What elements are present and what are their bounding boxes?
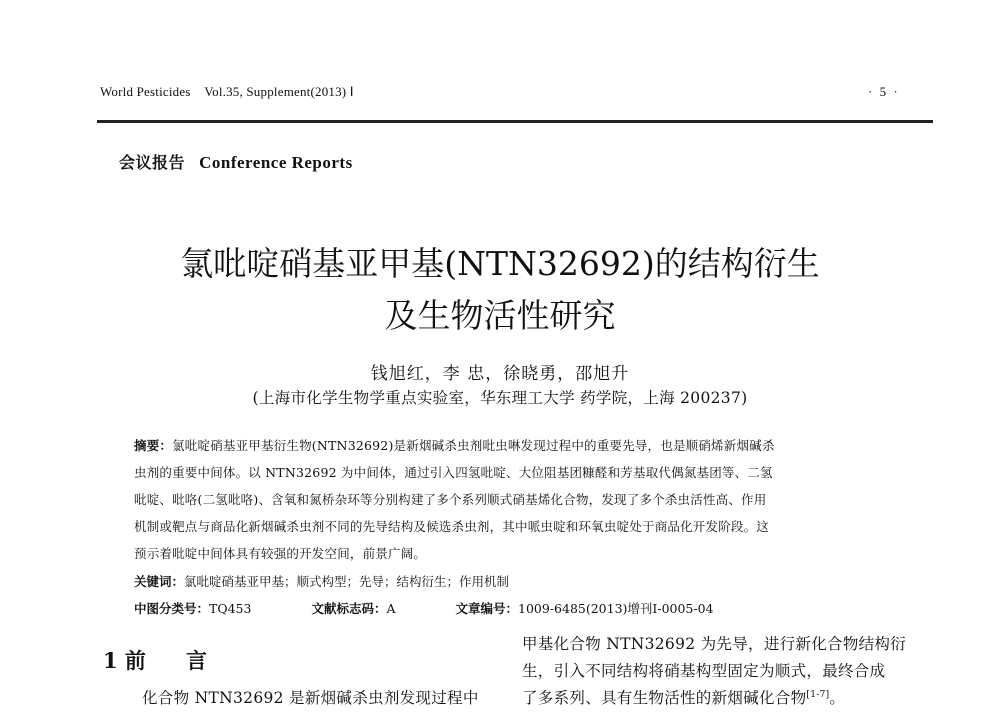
- section-label-cn: 会议报告: [119, 153, 186, 172]
- page-number: · 5 ·: [868, 84, 900, 99]
- right-column-line: 生，引入不同结构将硝基构型固定为顺式，最终合成: [522, 662, 886, 680]
- affiliation: (上海市化学生物学重点实验室，华东理工大学 药学院，上海 200237): [252, 389, 748, 407]
- doc-code-label: 文献标志码：: [311, 601, 387, 616]
- journal-volume: Vol.35, Supplement(2013) Ⅰ: [204, 84, 354, 99]
- right-column-end: 。: [829, 689, 846, 707]
- section-label: [119, 150, 353, 173]
- paper-title-line2: 及生物活性研究: [384, 296, 616, 335]
- abstract-label: 摘要：: [134, 438, 173, 453]
- keywords-text: 氯吡啶硝基亚甲基；顺式构型；先导；结构衍生；作用机制: [184, 574, 510, 589]
- right-column-line: [522, 686, 845, 708]
- clc-label: 中图分类号：: [134, 601, 210, 616]
- journal-name: World Pesticides: [100, 84, 191, 99]
- paper-title-line1: 氯吡啶硝基亚甲基(NTN32692)的结构衍生: [180, 244, 820, 283]
- header-rule: [97, 120, 933, 123]
- left-column-line: 化合物 NTN32692 是新烟碱杀虫剂发现过程中: [142, 689, 479, 707]
- running-head: [100, 84, 354, 100]
- authors: 钱旭红，李 忠，徐晓勇，邵旭升: [370, 364, 630, 384]
- abstract-line: 机制或靶点与商品化新烟碱杀虫剂不同的先导结构及候选杀虫剂，其中哌虫啶和环氧虫啶处于商品化开发阶段。这: [134, 519, 770, 534]
- right-column-line: 甲基化合物 NTN32692 为先导，进行新化合物结构衍: [522, 635, 907, 653]
- keywords-label: 关键词：: [134, 574, 185, 589]
- abstract-line: 预示着吡啶中间体具有较强的开发空间，前景广阔。: [134, 546, 427, 561]
- classification-line: [134, 599, 770, 617]
- clc-value: TQ453: [209, 601, 252, 616]
- abstract-text: 氯吡啶硝基亚甲基衍生物(NTN32692)是新烟碱杀虫剂吡虫啉发现过程中的重要先导，也是顺硝烯新烟碱杀: [172, 438, 775, 453]
- section-title: 言: [185, 648, 207, 673]
- doc-code-value: A: [386, 601, 396, 616]
- section-heading: [103, 645, 207, 675]
- abstract-line: 吡啶、吡咯(二氢吡咯)、含氧和氮桥杂环等分别构建了多个系列顺式硝基烯化合物，发现了多个杀虫活性高、作用: [134, 492, 767, 507]
- abstract-line: 虫剂的重要中间体。以 NTN32692 为中间体，通过引入四氢吡啶、大位阻基团糠醛和芳基取代偶氮基团等、二氢: [134, 465, 773, 480]
- section-number: 1 前: [103, 648, 146, 673]
- right-column-text: 了多系列、具有生物活性的新烟碱化合物: [522, 689, 807, 707]
- article-no-value: 1009-6485(2013)增刊Ⅰ-0005-04: [518, 601, 714, 616]
- keywords: [134, 572, 509, 590]
- article-no-label: 文章编号：: [455, 601, 518, 616]
- abstract-line: [134, 436, 775, 454]
- citation-ref: [1-7]: [806, 689, 830, 700]
- section-label-en: Conference Reports: [199, 153, 353, 172]
